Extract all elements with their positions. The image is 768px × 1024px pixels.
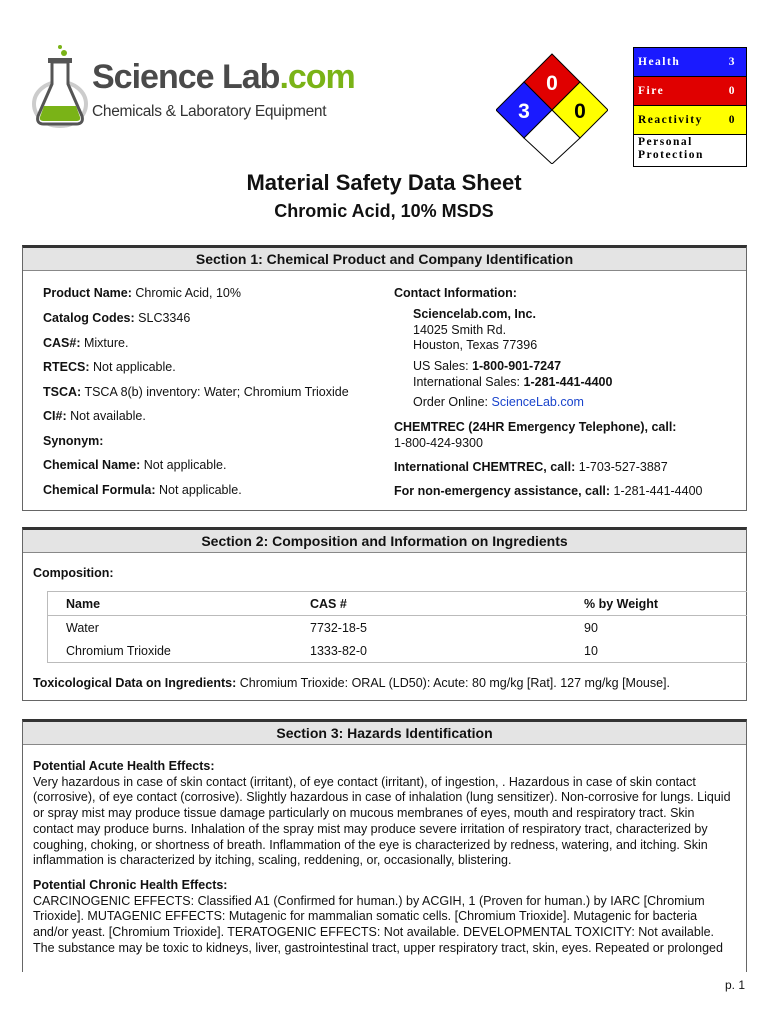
cell-cas: 7732-18-5 xyxy=(310,620,367,635)
chemical-name-field: Chemical Name: Not applicable. xyxy=(43,458,227,472)
cell-name: Water xyxy=(66,620,99,635)
composition-table xyxy=(47,591,747,663)
ci-field: CI#: Not available. xyxy=(43,409,146,423)
order-online-link[interactable]: ScienceLab.com xyxy=(491,395,584,409)
non-emergency-contact: For non-emergency assistance, call: 1-281-441-4400 xyxy=(394,484,703,498)
cell-weight: 10 xyxy=(584,643,598,658)
company-name: Sciencelab.com, Inc. xyxy=(413,307,536,321)
section-2-heading: Section 2: Composition and Information on Ingredients xyxy=(23,530,746,553)
col-name: Name xyxy=(48,592,292,616)
section-3-heading: Section 3: Hazards Identification xyxy=(23,722,746,745)
nfpa-reactivity-value: 0 xyxy=(574,100,586,123)
section-1 xyxy=(22,245,747,511)
page-number: p. 1 xyxy=(724,978,745,992)
product-name-field: Product Name: Chromic Acid, 10% xyxy=(43,286,241,300)
cell-cas: 1333-82-0 xyxy=(310,643,367,658)
cas-field: CAS#: Mixture. xyxy=(43,336,129,350)
contact-info-label: Contact Information: xyxy=(394,286,517,300)
section-2 xyxy=(22,527,747,701)
section-1-heading: Section 1: Chemical Product and Company Identification xyxy=(23,248,746,271)
nfpa-diamond xyxy=(496,52,608,164)
hmis-ppe-row: Personal Protection xyxy=(634,135,746,166)
nfpa-fire-value: 0 xyxy=(546,72,558,95)
toxicological-data: Toxicological Data on Ingredients: Chromium Trioxide: ORAL (LD50): Acute: 80 mg/kg [Rat]. 127 mg/kg [Mouse]. xyxy=(33,676,671,690)
acute-health-effects: Potential Acute Health Effects: Very hazardous in case of skin contact (irritant), of eye contact (irritant), of ingestion, . Hazardous in case of skin contact (corrosive), of eye contact (corrosive). Slightly hazardous in case of inhalation (lung sensitizer). Non-corrosive for lungs. Liquid or spray mist may produce tissue damage particularly on mucous membranes of eyes, mouth and respiratory tract. Skin contact may produce burns. Inhalation of the spray mist may produce severe irritation of respiratory tract, characterized by coughing, choking, or shortness of breath. Inflammation of the eye is characterized by redness, watering, and itching. Skin inflammation is characterized by itching, scaling, reddening, or, occasionally, blistering. xyxy=(33,759,733,869)
nfpa-health-value: 3 xyxy=(518,100,530,123)
logo-suffix: .com xyxy=(279,58,355,96)
chronic-health-effects: Potential Chronic Health Effects: CARCINOGENIC EFFECTS: Classified A1 (Confirmed for human.) by ACGIH, 1 (Proven for human.) by IARC [Chromium Trioxide]. MUTAGENIC EFFECTS: Mutagenic for mammalian somatic cells. [Chromium Trioxide]. Mutagenic for bacteria and/or yeast. [Chromium Trioxide]. TERATOGENIC EFFECTS: Not available. DEVELOPMENTAL TOXICITY: Not available. The substance may be toxic to kidneys, liver, gastrointestinal tract, upper respiratory tract, skin, eyes. Repeated or prolonged xyxy=(33,878,733,958)
hmis-reactivity-row: Reactivity 0 xyxy=(634,106,746,135)
page-subtitle: Chromic Acid, 10% MSDS xyxy=(274,201,494,221)
address-line-1: 14025 Smith Rd. xyxy=(413,323,507,337)
col-weight: % by Weight xyxy=(566,592,747,616)
chronic-health-text: CARCINOGENIC EFFECTS: Classified A1 (Confirmed for human.) by ACGIH, 1 (Proven for human.) by IARC [Chromium Trioxide]. MUTAGENIC EFFECTS: Mutagenic for mammalian somatic cells. [Chromium Trioxide]. Mutagenic for bacteria and/or yeast. [Chromium Trioxide]. TERATOGENIC EFFECTS: Not available. DEVELOPMENTAL TOXICITY: Not available. The substance may be toxic to kidneys, liver, gastrointestinal tract, upper respiratory tract, skin, eyes. Repeated or prolonged xyxy=(33,893,723,955)
international-chemtrec: International CHEMTREC, call: 1-703-527-3887 xyxy=(394,460,668,474)
rtecs-field: RTECS: Not applicable. xyxy=(43,360,176,374)
col-cas: CAS # xyxy=(292,592,566,616)
international-sales: International Sales: 1-281-441-4400 xyxy=(413,375,613,389)
hmis-health-row: Health 3 xyxy=(634,48,746,77)
us-sales: US Sales: 1-800-901-7247 xyxy=(413,359,562,373)
acute-health-text: Very hazardous in case of skin contact (irritant), of eye contact (irritant), of ingestion, . Hazardous in case of skin contact (corrosive), of eye contact (corrosive). Slightly hazardous in case of inhalation (lung sensitizer). Non-corrosive for lungs. Liquid or spray mist may produce tissue damage particularly on mucous membranes of eyes, mouth and respiratory tract. Skin contact may produce burns. Inhalation of the spray mist may produce severe irritation of respiratory tract, characterized by coughing, choking, or shortness of breath. Inflammation of the eye is characterized by redness, watering, and itching. Skin inflammation is characterized by itching, scaling, reddening, or, occasionally, blistering. xyxy=(33,774,731,868)
chemical-formula-field: Chemical Formula: Not applicable. xyxy=(43,483,242,497)
page-title: Material Safety Data Sheet xyxy=(246,170,522,195)
address-line-2: Houston, Texas 77396 xyxy=(413,338,538,352)
chemtrec-phone: 1-800-424-9300 xyxy=(394,436,483,450)
tsca-field: TSCA: TSCA 8(b) inventory: Water; Chromium Trioxide xyxy=(43,385,349,399)
logo-tagline: Chemicals & Laboratory Equipment xyxy=(92,103,327,120)
order-online: Order Online: ScienceLab.com xyxy=(413,395,584,409)
catalog-codes-field: Catalog Codes: SLC3346 xyxy=(43,311,191,325)
section-3 xyxy=(22,719,747,972)
hmis-fire-row: Fire 0 xyxy=(634,77,746,106)
cell-weight: 90 xyxy=(584,620,598,635)
chemtrec-label: CHEMTREC (24HR Emergency Telephone), call: xyxy=(394,420,677,434)
table-row xyxy=(48,639,747,662)
table-row xyxy=(48,616,747,640)
synonym-field: Synonym: xyxy=(43,434,104,448)
hmis-label xyxy=(633,47,747,167)
cell-name: Chromium Trioxide xyxy=(66,643,171,658)
composition-label: Composition: xyxy=(33,566,114,580)
table-header-row xyxy=(48,592,747,616)
logo-wordmark: Science Lab.com xyxy=(92,58,355,96)
